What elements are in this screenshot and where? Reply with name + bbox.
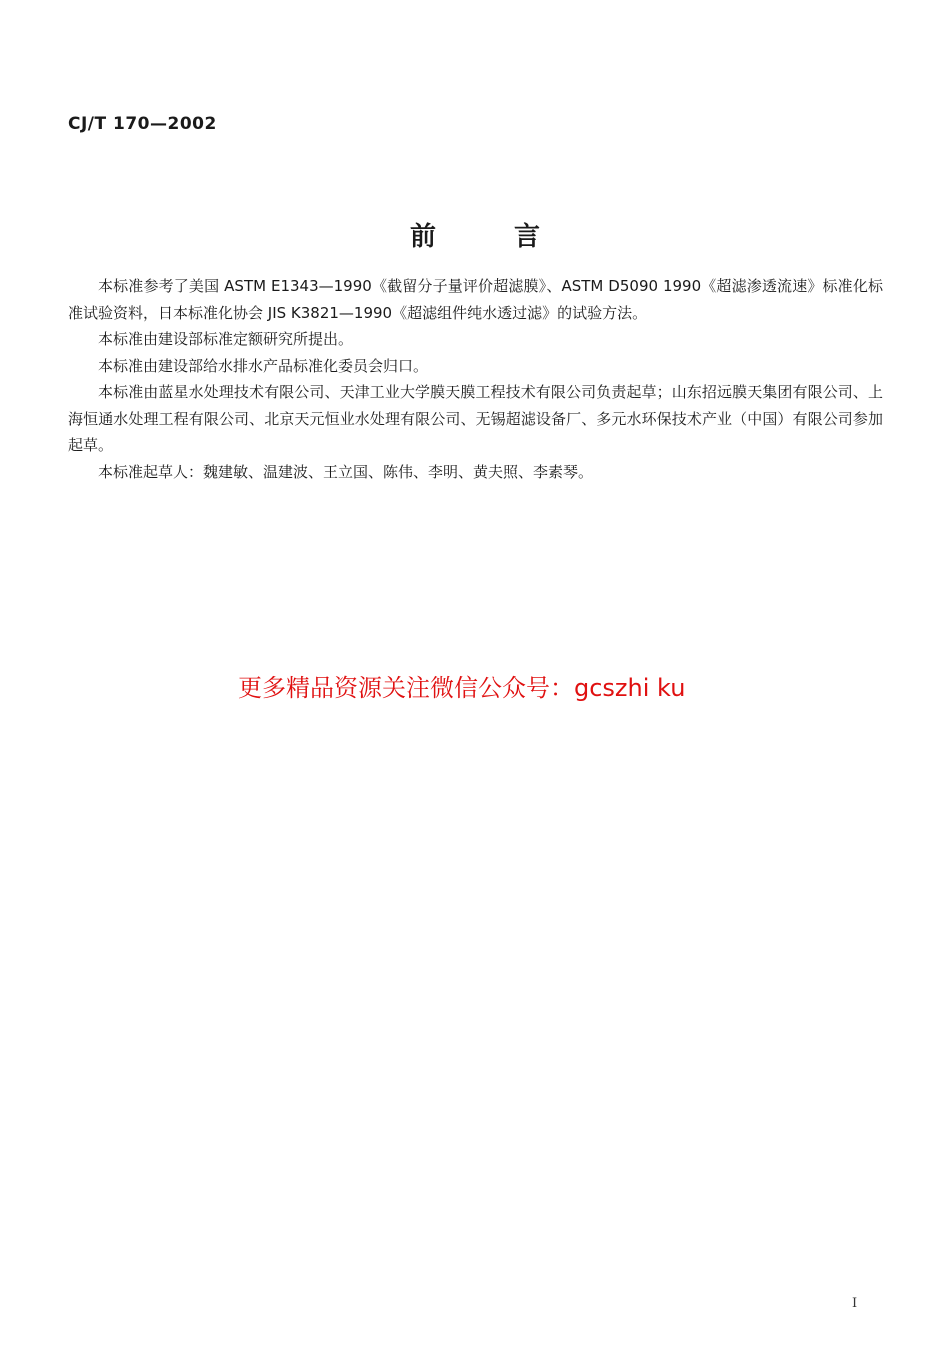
promo-watermark-text: 更多精品资源关注微信公众号：gcszhi ku [238, 674, 686, 702]
paragraph-drafting-units: 本标准由蓝星水处理技术有限公司、天津工业大学膜天膜工程技术有限公司负责起草；山东招远膜天集团有限公司、上海恒通水处理工程有限公司、北京天元恒业水处理有限公司、无锡超滤设备厂、多元水环保技术产业（中国）有限公司参加起草。 [68, 383, 883, 454]
standard-code: CJ/T 170—2002 [68, 114, 217, 134]
page-number: I [852, 1296, 858, 1311]
page-title: 前言 [409, 222, 618, 252]
foreword-body [68, 273, 883, 485]
paragraph-proposer: 本标准由建设部标准定额研究所提出。 [98, 330, 354, 348]
paragraph-centralized: 本标准由建设部给水排水产品标准化委员会归口。 [98, 356, 429, 375]
paragraph-reference: 本标准参考了美国 ASTM E1343—1990《截留分子量评价超滤膜》、ASTM D5090 1990《超滤渗透流速》标准化标准试验资料，日本标准化协会 JIS K3821—1990《超滤组件纯水透过滤》的试验方法。 [68, 277, 883, 322]
paragraph-drafters: 本标准起草人：魏建敏、温建波、王立国、陈伟、李明、黄夫照、李素琴。 [98, 462, 594, 481]
